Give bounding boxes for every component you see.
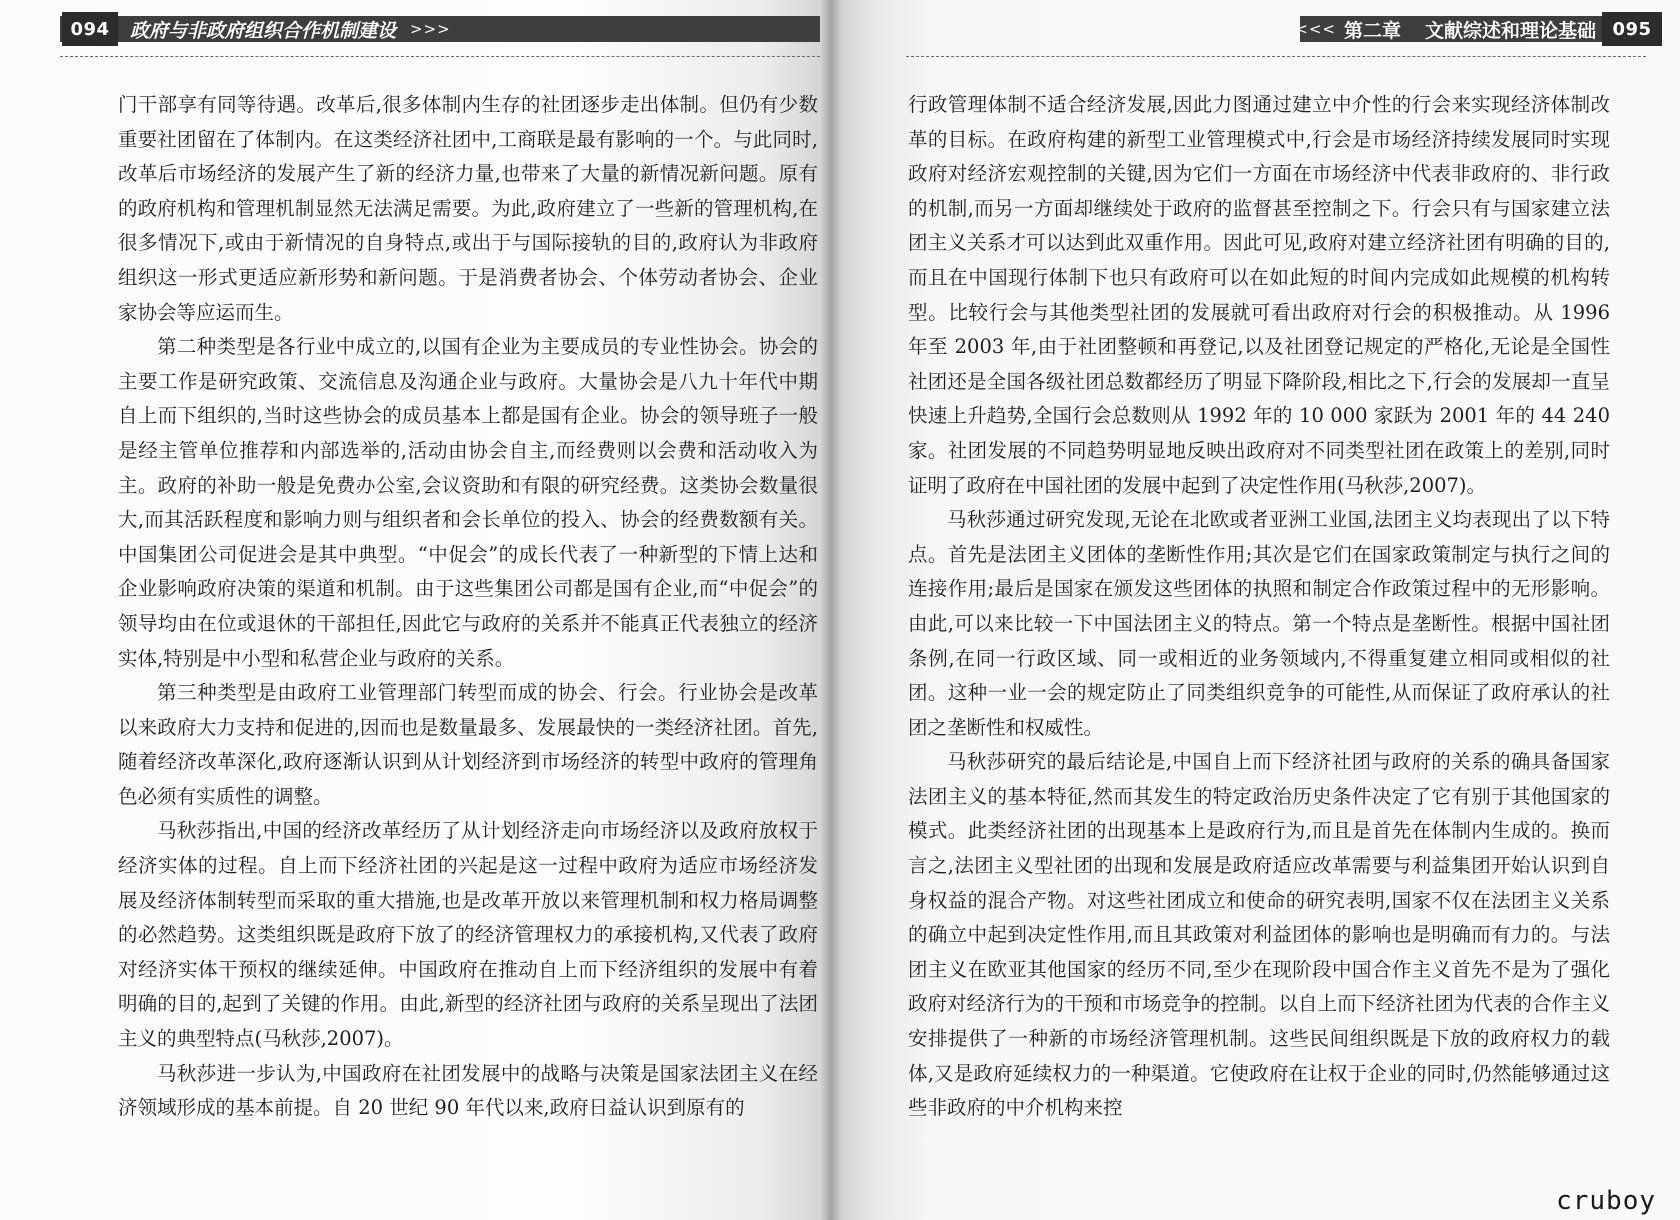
paragraph: 马秋莎进一步认为,中国政府在社团发展中的战略与决策是国家法团主义在经济领域形成的基本前提。自 20 世纪 90 年代以来,政府日益认识到原有的	[118, 1061, 818, 1120]
header-rule-left	[60, 56, 820, 57]
left-running-header	[60, 16, 820, 42]
paragraph: 第二种类型是各行业中成立的,以国有企业为主要成员的专业性协会。协会的主要工作是研究政策、交流信息及沟通企业与政府。大量协会是八九十年代中期自上而下组织的,当时这些协会的成员基本上都是国有企业。协会的领导班子一般是经主管单位推荐和内部选举的,活动由协会自主,而经费则以会费和活动收入为主。政府的补助一般是免费办公室,会议资助和有限的研究经费。这类协会数量很大,而其活跃程度和影响力则与组织者和会长单位的投入、协会的经费数额有关。中国集团公司促进会是其中典型。“中促会”的成长代表了一种新型的下情上达和企业影响政府决策的渠道和机制。由于这些集团公司都是国有企业,而“中促会”的领导均由在位或退休的干部担任,因此它与政府的关系并不能真正代表独立的经济实体,特别是中小型和私营企业与政府的关系。	[118, 335, 818, 670]
book-gutter-shadow	[820, 0, 842, 1220]
chapter-label: 第二章	[1343, 19, 1401, 42]
paragraph: 马秋莎研究的最后结论是,中国自上而下经济社团与政府的关系的确具备国家法团主义的基本特征,然而其发生的特定政治历史条件决定了它有别于其他国家的模式。此类经济社团的出现基本上是政府行为,而且是首先在体制内生成的。换而言之,法团主义型社团的出现和发展是政府适应改革需要与利益集团开始认识到自身权益的混合产物。对这些社团成立和使命的研究表明,国家不仅在法团主义关系的确立中起到决定性作用,而且其政策对利益团体的影响也是明确而有力的。与法团主义在欧亚其他国家的经历不同,至少在现阶段中国合作主义首先不是为了强化政府对经济行为的干预和市场竞争的控制。以自上而下经济社团为代表的合作主义安排提供了一种新的市场经济管理机制。这些民间组织既是下放的政府权力的载体,又是政府延续权力的一种渠道。它使政府在让权于企业的同时,仍然能够通过这些非政府的中介机构来控	[908, 750, 1611, 1120]
paragraph: 门干部享有同等待遇。改革后,很多体制内生存的社团逐步走出体制。但仍有少数重要社团留在了体制内。在这类经济社团中,工商联是最有影响的一个。与此同时,改革后市场经济的发展产生了新的经济力量,也带来了大量的新情况新问题。原有的政府机构和管理机制显然无法满足需要。为此,政府建立了一些新的管理机构,在很多情况下,或由于新情况的自身特点,或出于与国际接轨的目的,政府认为非政府组织这一形式更适应新形势和新问题。于是消费者协会、个体劳动者协会、企业家协会等应运而生。	[118, 93, 818, 324]
right-running-header	[1295, 16, 1610, 42]
paragraph: 行政管理体制不适合经济发展,因此力图通过建立中介性的行会来实现经济体制改革的目标。在政府构建的新型工业管理模式中,行会是市场经济持续发展同时实现政府对经济宏观控制的关键,因为它们一方面在市场经济中代表非政府的、非行政的机制,而另一方面却继续处于政府的监督甚至控制之下。行会只有与国家建立法团主义关系才可以达到此双重作用。因此可见,政府对建立经济社团有明确的目的,而且在中国现行体制下也只有政府可以在如此短的时间内完成如此规模的机构转型。比较行会与其他类型社团的发展就可看出政府对行会的积极推动。从 1996 年至 2003 年,由于社团整顿和再登记,以及社团登记规定的严格化,无论是全国性社团还是全国各级社团总数都经历了明显下降阶段,相比之下,行会的发展却一直呈快速上升趋势,全国行会总数则从 1992 年的 10 000 家跃为 2001 年的 44 240 家。社团发展的不同趋势明显地反映出政府对不同类型社团在政策上的差别,同时证明了政府在中国社团的发展中起到了决定性作用(马秋莎,2007)。	[908, 93, 1610, 497]
paragraph: 第三种类型是由政府工业管理部门转型而成的协会、行会。行业协会是改革以来政府大力支持和促进的,因而也是数量最多、发展最快的一类经济社团。首先,随着经济改革深化,政府逐渐认识到从计划经济到市场经济的转型中政府的管理角色必须有实质性的调整。	[118, 681, 818, 808]
right-body-text	[908, 88, 1610, 1126]
header-rule-right	[906, 56, 1646, 57]
header-arrows-left: <<<	[1295, 20, 1336, 38]
paragraph: 马秋莎指出,中国的经济改革经历了从计划经济走向市场经济以及政府放权于经济实体的过程。自上而下经济社团的兴起是这一过程中政府为适应市场经济发展及经济体制转型而采取的重大措施,也是改革开放以来管理机制和权力格局调整的必然趋势。这类组织既是政府下放了的经济管理权力的承接机构,又代表了政府对经济实体干预权的继续延伸。中国政府在推动自上而下经济组织的发展中有着明确的目的,起到了关键的作用。由此,新型的经济社团与政府的关系呈现出了法团主义的典型特点(马秋莎,2007)。	[118, 819, 818, 1051]
section-title: 文献综述和理论基础	[1424, 19, 1596, 42]
book-title: 政府与非政府组织合作机制建设	[130, 19, 397, 42]
header-arrows-right: >>>	[410, 20, 451, 38]
page-number-right: 095	[1602, 12, 1662, 46]
scanner-watermark: cruboy	[1556, 1186, 1656, 1216]
left-page	[0, 0, 828, 1220]
paragraph: 马秋莎通过研究发现,无论在北欧或者亚洲工业国,法团主义均表现出了以下特点。首先是法团主义团体的垄断性作用;其次是它们在国家政策制定与执行之间的连接作用;最后是国家在颁发这些团体的执照和制定合作政策过程中的无形影响。由此,可以来比较一下中国法团主义的特点。第一个特点是垄断性。根据中国社团条例,在同一行政区域、同一或相近的业务领域内,不得重复建立相同或相似的社团。这种一业一会的规定防止了同类组织竞争的可能性,从而保证了政府承认的社团之垄断性和权威性。	[908, 508, 1610, 739]
left-body-text	[118, 88, 818, 1126]
page-number-left: 094	[62, 12, 118, 46]
right-page	[828, 0, 1680, 1220]
